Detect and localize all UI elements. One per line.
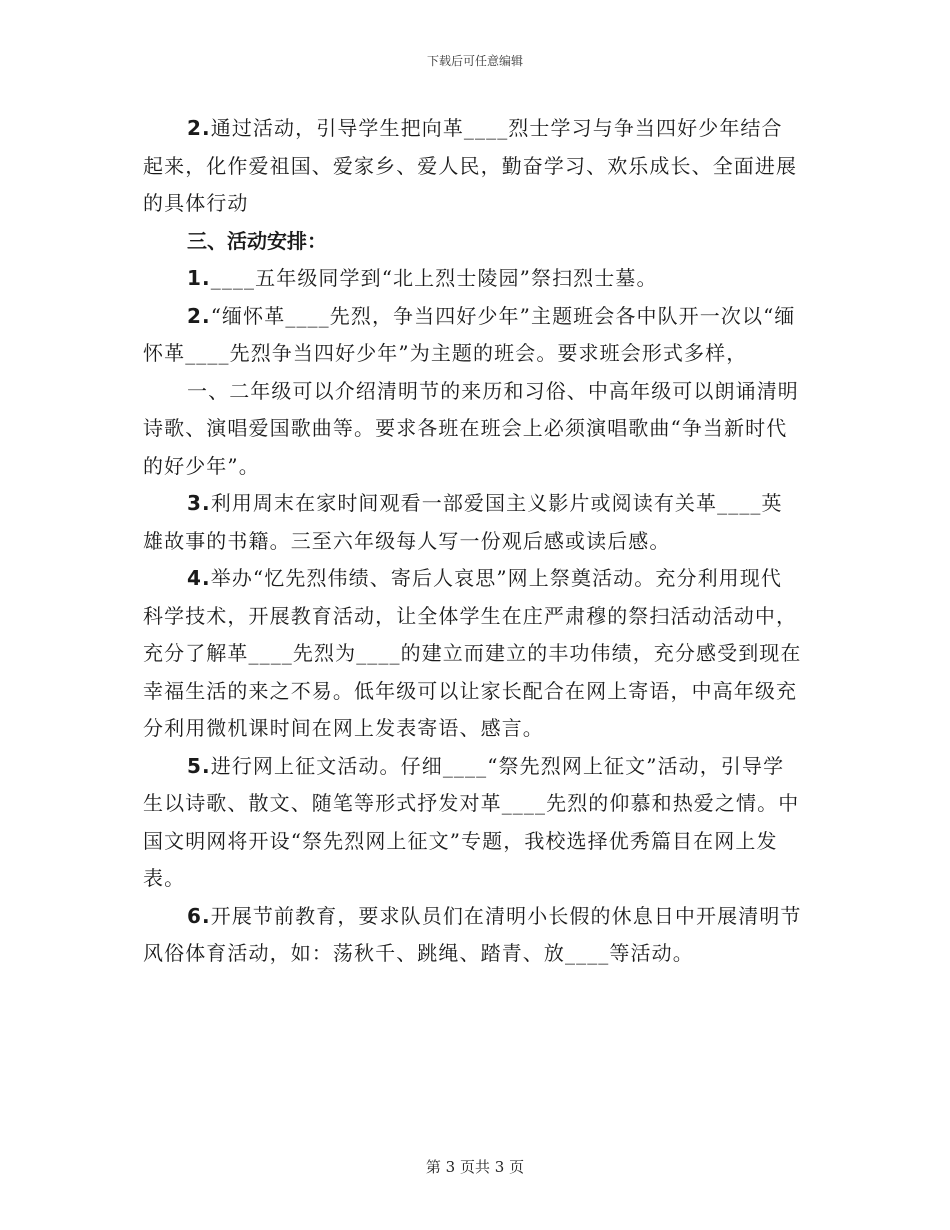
page-header: 下载后可任意编辑: [426, 54, 523, 68]
item-number: 5.: [187, 753, 211, 778]
item-number: 2.: [187, 116, 211, 140]
paragraph-item-2-continued: [143, 373, 803, 486]
page-footer: 第 3 页共 3 页: [425, 1158, 525, 1176]
item-number: 4.: [187, 566, 211, 590]
item-number: 3.: [187, 491, 211, 515]
paragraph-text: “缅怀革____先烈，争当四好少年”主题班会各中队开一次以“缅怀革____先烈争当四好少年”为主题的班会。要求班会形式多样，: [143, 303, 796, 365]
section-heading: 三、活动安排：: [187, 228, 327, 253]
item-number: 6.: [187, 903, 211, 928]
paragraph-text: 利用周末在家时间观看一部爱国主义影片或阅读有关革____英雄故事的书籍。三至六年级每人写一份观后感或读后感。: [143, 491, 783, 553]
paragraph-text: 举办“忆先烈伟绩、寄后人哀思”网上祭奠活动。充分利用现代科学技术，开展教育活动，让全体学生在庄严肃穆的祭扫活动活动中，充分了解革____先烈为____的建立而建立的丰功伟绩，充分感受到现在幸福生活的来之不易。低年级可以让家长配合在网上寄语，中高年级充分利用微机课时间在网上发表寄语、感言。: [143, 566, 802, 740]
paragraph-item-1: [143, 260, 803, 298]
paragraph-item-3: [143, 485, 803, 560]
paragraph-text: 通过活动，引导学生把向革____烈士学习与争当四好少年结合起来，化作爱祖国、爱家乡、爱人民，勤奋学习、欢乐成长、全面进展的具体行动: [143, 116, 798, 215]
paragraph-text: 进行网上征文活动。仔细____“祭先烈网上征文”活动，引导学生以诗歌、散文、随笔等形式抒发对革____先烈的仰慕和热爱之情。中国文明网将开设“祭先烈网上征文”专题，我校选择优秀篇目在网上发表。: [143, 753, 800, 890]
document-body: [143, 110, 803, 973]
paragraph-text: 开展节前教育，要求队员们在清明小长假的休息日中开展清明节风俗体育活动，如：荡秋千、跳绳、踏青、放____等活动。: [143, 903, 802, 965]
item-number: 1.: [187, 266, 211, 290]
paragraph-item-4: [143, 560, 803, 748]
paragraph-item-6: [143, 898, 803, 973]
paragraph-item-5: [143, 748, 803, 898]
paragraph-text: 一、二年级可以介绍清明节的来历和习俗、中高年级可以朗诵清明诗歌、演唱爱国歌曲等。要求各班在班会上必须演唱歌曲“争当新时代的好少年”。: [143, 378, 799, 478]
paragraph-text: ____五年级同学到“北上烈士陵园”祭扫烈士墓。: [210, 266, 658, 290]
paragraph-2-intro: [143, 110, 803, 223]
item-number: 2.: [187, 303, 211, 328]
paragraph-item-2: [143, 298, 803, 373]
